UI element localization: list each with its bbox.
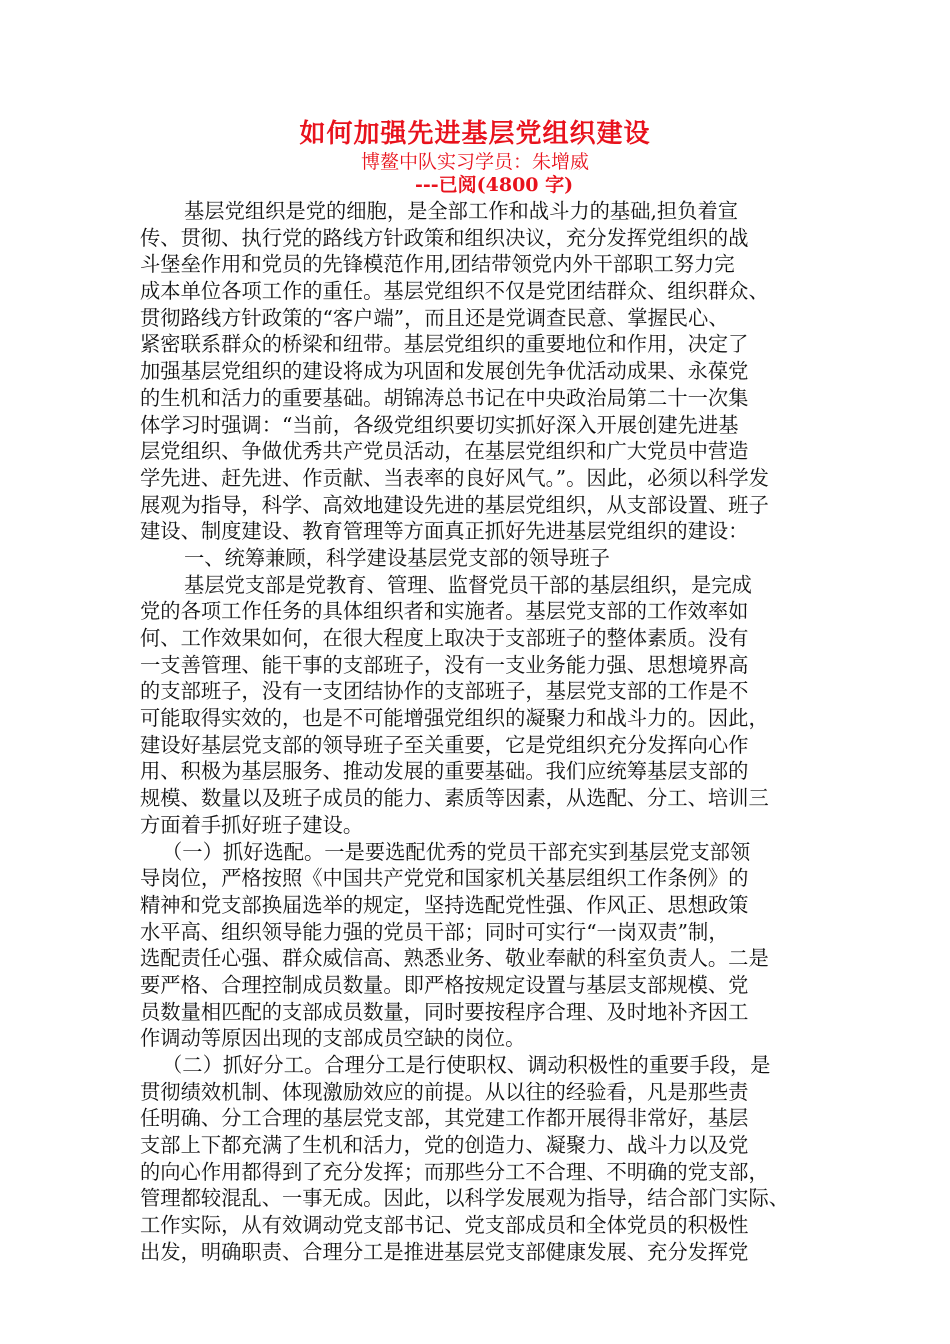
body-line: 党的各项工作任务的具体组织者和实施者。基层党支部的工作效率如 bbox=[140, 599, 749, 624]
body-line: 要严格、合理控制成员数量。即严格按规定设置与基层支部规模、党 bbox=[140, 972, 749, 997]
body-line: 的向心作用都得到了充分发挥；而那些分工不合理、不明确的党支部， bbox=[140, 1159, 769, 1184]
body-line: 层党组织、争做优秀共产党员活动，在基层党组织和广大党员中营造 bbox=[140, 439, 749, 464]
body-line: 贯彻绩效机制、体现激励效应的前提。从以往的经验看，凡是那些责 bbox=[140, 1079, 749, 1104]
body-line: 传、贯彻、执行党的路线方针政策和组织决议，充分发挥党组织的战 bbox=[140, 225, 749, 250]
body-line: 的支部班子，没有一支团结协作的支部班子，基层党支部的工作是不 bbox=[140, 679, 749, 704]
subsection-line: （一）抓好选配。一是要选配优秀的党员干部充实到基层党支部领 bbox=[162, 839, 751, 864]
body-line: 任明确、分工合理的基层党支部，其党建工作都开展得非常好，基层 bbox=[140, 1106, 749, 1131]
subsection-line: （二）抓好分工。合理分工是行使职权、调动积极性的重要手段，是 bbox=[162, 1053, 771, 1077]
body-line: 规模、数量以及班子成员的能力、素质等因素，从选配、分工、培训三 bbox=[140, 786, 769, 811]
body-line: 贯彻路线方针政策的“客户端”，而且还是党调查民意、掌握民心、 bbox=[140, 305, 729, 330]
body-line: 斗堡垒作用和党员的先锋模范作用,团结带领党内外干部职工努力完 bbox=[140, 252, 735, 277]
document-body bbox=[140, 198, 810, 1266]
body-line: 用、积极为基层服务、推动发展的重要基础。我们应统筹基层支部的 bbox=[140, 759, 749, 784]
read-note: ---已阅(4800 字) bbox=[415, 174, 574, 196]
body-line: 精神和党支部换届选举的规定，坚持选配党性强、作风正、思想政策 bbox=[140, 892, 749, 917]
body-line: 加强基层党组织的建设将成为巩固和发展创先争优活动成果、永葆党 bbox=[140, 359, 749, 384]
body-line: 员数量相匹配的支部成员数量，同时要按程序合理、及时地补齐因工 bbox=[140, 999, 749, 1024]
body-line: 学先进、赶先进、作贡献、当表率的良好风气。”。因此，必须以科学发 bbox=[140, 465, 769, 490]
body-line: 一支善管理、能干事的支部班子，没有一支业务能力强、思想境界高 bbox=[140, 652, 749, 677]
body-line: 可能取得实效的，也是不可能增强党组织的凝聚力和战斗力的。因此， bbox=[140, 706, 769, 731]
body-line: 作调动等原因出现的支部成员空缺的岗位。 bbox=[140, 1026, 526, 1051]
body-line: 建设好基层党支部的领导班子至关重要，它是党组织充分发挥向心作 bbox=[140, 732, 749, 757]
body-line: 建设、制度建设、教育管理等方面真正抓好先进基层党组织的建设： bbox=[140, 519, 749, 544]
body-line: 支部上下都充满了生机和活力，党的创造力、凝聚力、战斗力以及党 bbox=[140, 1133, 749, 1158]
body-line: 紧密联系群众的桥梁和纽带。基层党组织的重要地位和作用，决定了 bbox=[140, 332, 749, 357]
body-line: 展观为指导，科学、高效地建设先进的基层党组织，从支部设置、班子 bbox=[140, 492, 769, 517]
body-line: 的生机和活力的重要基础。胡锦涛总书记在中央政治局第二十一次集 bbox=[140, 385, 749, 410]
body-line: 选配责任心强、群众威信高、熟悉业务、敬业奉献的科室负责人。二是 bbox=[140, 946, 769, 971]
body-line: 基层党组织是党的细胞，是全部工作和战斗力的基础,担负着宣 bbox=[184, 199, 739, 223]
body-line: 管理都较混乱、一事无成。因此，以科学发展观为指导，结合部门实际、 bbox=[140, 1186, 790, 1211]
body-line: 导岗位，严格按照《中国共产党党和国家机关基层组织工作条例》的 bbox=[140, 866, 749, 891]
author-line: 博鳌中队实习学员：朱增威 bbox=[360, 151, 589, 173]
body-line: 水平高、组织领导能力强的党员干部；同时可实行“一岗双责”制， bbox=[140, 919, 729, 944]
document-title: 如何加强先进基层党组织建设 bbox=[299, 119, 651, 149]
body-line: 成本单位各项工作的重任。基层党组织不仅是党团结群众、组织群众、 bbox=[140, 279, 769, 304]
body-line: 工作实际，从有效调动党支部书记、党支部成员和全体党员的积极性 bbox=[140, 1213, 749, 1238]
body-line: 方面着手抓好班子建设。 bbox=[140, 812, 364, 837]
body-line: 出发，明确职责、合理分工是推进基层党支部健康发展、充分发挥党 bbox=[140, 1239, 749, 1264]
body-line: 何、工作效果如何，在很大程度上取决于支部班子的整体素质。没有 bbox=[140, 626, 749, 650]
body-line: 基层党支部是党教育、管理、监督党员干部的基层组织，是完成 bbox=[184, 572, 752, 597]
body-line: 体学习时强调：“当前，各级党组织要切实抓好深入开展创建先进基 bbox=[140, 412, 739, 437]
section-heading: 一、统筹兼顾，科学建设基层党支部的领导班子 bbox=[184, 545, 610, 570]
